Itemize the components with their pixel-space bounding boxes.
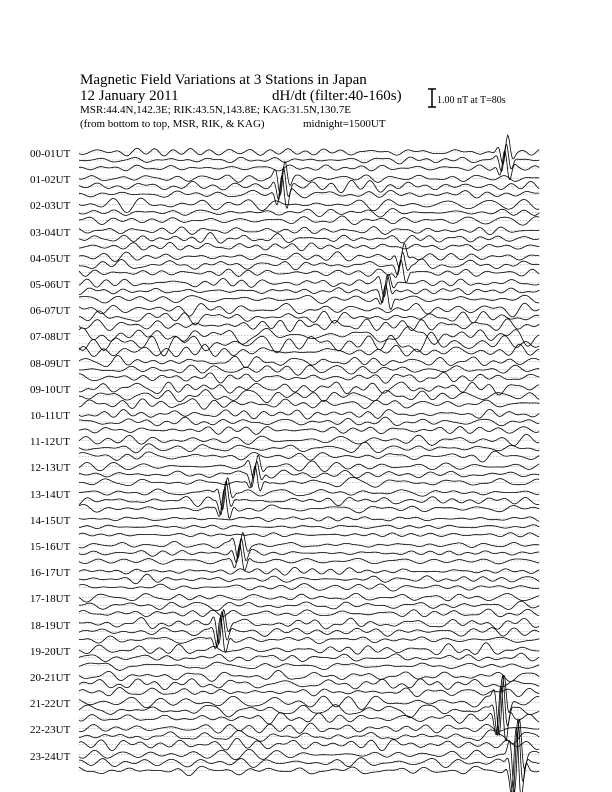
trace-rik-hour-23 [79, 720, 539, 792]
trace-rik-hour-18 [79, 612, 539, 647]
trace-rik-hour-17 [79, 601, 539, 610]
trace-kag-hour-23 [79, 728, 539, 792]
trace-kag-hour-13 [79, 489, 539, 518]
hour-label: 06-07UT [30, 305, 71, 318]
trace-rik-hour-0 [79, 144, 539, 172]
trace-kag-hour-8 [79, 373, 539, 384]
trace-kag-hour-19 [79, 662, 539, 670]
trace-rik-hour-1 [79, 167, 539, 199]
trace-kag-hour-18 [79, 617, 539, 653]
hour-label: 00-01UT [30, 148, 71, 160]
trace-rik-hour-11 [79, 442, 539, 453]
hour-label: 15-16UT [30, 541, 71, 553]
trace-msr-hour-16 [79, 567, 539, 575]
hour-label: 16-17UT [30, 567, 71, 580]
hour-label: 12-13UT [30, 462, 71, 475]
trace-kag-hour-0 [79, 151, 539, 180]
hour-label: 03-04UT [30, 226, 71, 239]
trace-rik-hour-3 [79, 233, 539, 244]
hour-label: 08-09UT [30, 357, 71, 370]
trace-msr-hour-9 [79, 382, 539, 395]
trace-msr-hour-19 [79, 643, 539, 655]
hour-label: 05-06UT [30, 279, 71, 291]
scale-label: 1.00 nT at T=80s [437, 95, 506, 106]
trace-kag-hour-21 [79, 686, 539, 741]
trace-rik-hour-13 [79, 481, 539, 514]
hour-label: 01-02UT [30, 174, 71, 187]
hour-label: 04-05UT [30, 252, 71, 265]
trace-msr-hour-17 [79, 593, 539, 602]
hour-label: 02-03UT [30, 200, 71, 213]
trace-msr-hour-10 [79, 409, 539, 419]
hour-label: 20-21UT [30, 672, 71, 684]
chart-title: Magnetic Field Variations at 3 Stations in Japan [80, 72, 367, 88]
trace-msr-hour-6 [79, 303, 539, 317]
hour-label: 21-22UT [30, 698, 71, 711]
hour-label: 09-10UT [30, 383, 71, 396]
hour-label: 17-18UT [30, 593, 71, 606]
trace-rik-hour-6 [79, 311, 539, 325]
trace-kag-hour-5 [79, 285, 539, 310]
trace-kag-hour-7 [79, 344, 539, 357]
trace-rik-hour-5 [79, 275, 539, 302]
trace-msr-hour-14 [79, 517, 539, 522]
trace-kag-hour-17 [79, 609, 539, 617]
trace-rik-hour-22 [79, 730, 539, 744]
hour-label: 13-14UT [30, 488, 71, 501]
midnight-note: midnight=1500UT [303, 118, 386, 130]
trace-rik-hour-16 [79, 574, 539, 584]
hour-label: 19-20UT [30, 645, 71, 658]
station-coordinates: MSR:44.4N,142.3E; RIK:43.5N,143.8E; KAG:31.5N,130.7E [80, 104, 352, 116]
scale-bar [428, 88, 436, 108]
trace-kag-hour-11 [79, 451, 539, 462]
chart-date: 12 January 2011 [80, 88, 179, 104]
trace-kag-hour-12 [79, 466, 539, 491]
trace-msr-hour-2 [79, 198, 539, 212]
trace-kag-hour-10 [79, 427, 539, 435]
trace-kag-hour-9 [79, 399, 539, 409]
trace-msr-hour-22 [79, 723, 539, 733]
trace-rik-hour-9 [79, 390, 539, 403]
trace-rik-hour-19 [79, 653, 539, 661]
hour-label: 11-12UT [30, 436, 70, 449]
trace-rik-hour-2 [79, 209, 539, 217]
hour-label: 23-24UT [30, 750, 71, 763]
hour-label: 14-15UT [30, 514, 71, 527]
hour-label: 07-08UT [30, 331, 71, 344]
trace-rik-hour-8 [79, 365, 539, 375]
station-order-note: (from bottom to top, MSR, RIK, & KAG) [80, 118, 265, 130]
chart-quantity: dH/dt (filter:40-160s) [272, 88, 402, 104]
hour-label: 18-19UT [30, 619, 71, 632]
trace-kag-hour-15 [79, 545, 539, 571]
hour-label: 22-23UT [30, 724, 71, 737]
hour-label: 10-11UT [30, 410, 70, 422]
